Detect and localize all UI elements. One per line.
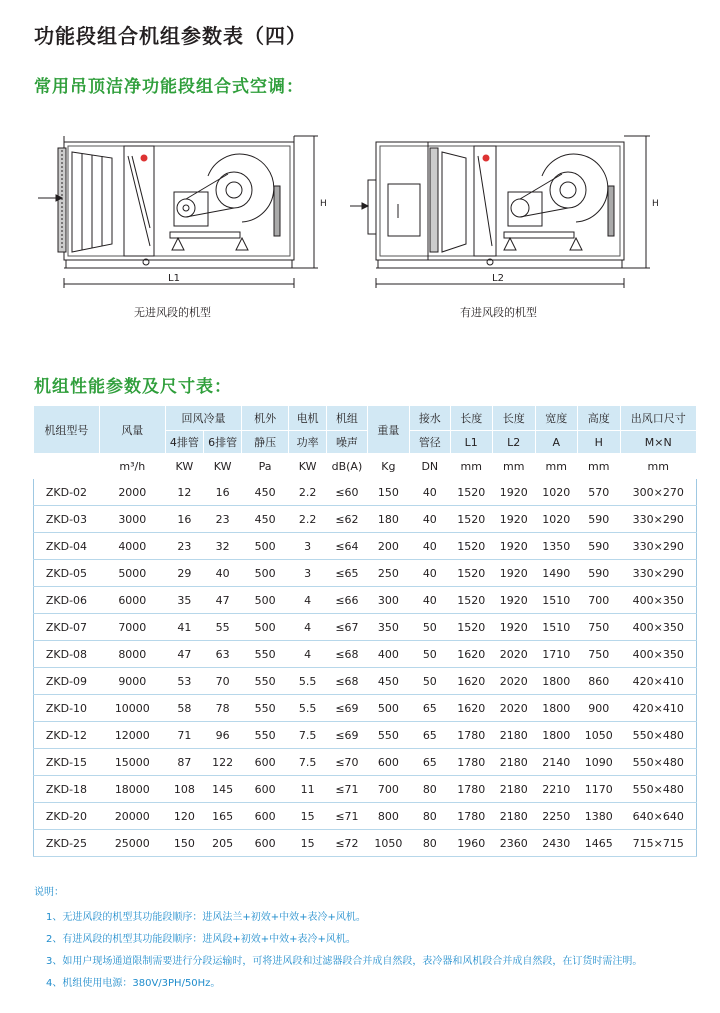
table-cell: 80 xyxy=(410,803,450,830)
table-cell: 1520 xyxy=(450,560,493,587)
header-pipe-1: 接水 xyxy=(410,406,450,431)
table-cell: 41 xyxy=(165,614,203,641)
table-cell: 750 xyxy=(578,614,621,641)
table-cell: 1780 xyxy=(450,722,493,749)
table-cell: 600 xyxy=(242,803,289,830)
header-cooling: 回风冷量 xyxy=(165,406,242,431)
table-cell: 1050 xyxy=(578,722,621,749)
header-width: 宽度 xyxy=(535,406,578,431)
table-cell: 87 xyxy=(165,749,203,776)
table-cell: 5000 xyxy=(99,560,165,587)
unit-cell: Pa xyxy=(242,454,289,479)
table-cell: 1490 xyxy=(535,560,578,587)
table-row xyxy=(34,803,697,830)
header-len1: L1 xyxy=(450,431,493,454)
table-cell: 750 xyxy=(578,641,621,668)
table-cell: 500 xyxy=(367,695,410,722)
table-cell: 2250 xyxy=(535,803,578,830)
table-cell: 330×290 xyxy=(620,560,697,587)
table-cell: 2000 xyxy=(99,479,165,506)
table-cell: 7.5 xyxy=(289,722,327,749)
table-cell: 205 xyxy=(204,830,242,857)
page-title: 功能段组合机组参数表（四） xyxy=(34,24,307,48)
table-cell: 78 xyxy=(204,695,242,722)
unit-cell: mm xyxy=(620,454,697,479)
header-pipe-2: 管径 xyxy=(410,431,450,454)
table-cell: 1920 xyxy=(493,506,536,533)
table-cell: 420×410 xyxy=(620,695,697,722)
table-cell: 165 xyxy=(204,803,242,830)
table-row xyxy=(34,695,697,722)
table-cell: 400×350 xyxy=(620,614,697,641)
header-height: 高度 xyxy=(578,406,621,431)
table-cell: 550×480 xyxy=(620,749,697,776)
table-cell: 6000 xyxy=(99,587,165,614)
model-cell: ZKD-05 xyxy=(34,560,100,587)
table-cell: 300 xyxy=(367,587,410,614)
table-cell: 500 xyxy=(242,533,289,560)
table-cell: 53 xyxy=(165,668,203,695)
table-row xyxy=(34,641,697,668)
table-cell: 32 xyxy=(204,533,242,560)
table-cell: 1710 xyxy=(535,641,578,668)
model-cell: ZKD-09 xyxy=(34,668,100,695)
table-cell: 2140 xyxy=(535,749,578,776)
unit-cell: mm xyxy=(578,454,621,479)
table-cell: 1920 xyxy=(493,614,536,641)
table-cell: ≤64 xyxy=(327,533,367,560)
table-cell: 1510 xyxy=(535,587,578,614)
table-cell: 600 xyxy=(242,749,289,776)
table-cell: 2430 xyxy=(535,830,578,857)
table-cell: 16 xyxy=(165,506,203,533)
header-outlet-sym: M×N xyxy=(620,431,697,454)
left-length-label: L1 xyxy=(168,273,180,284)
model-cell: ZKD-10 xyxy=(34,695,100,722)
table-cell: 16 xyxy=(204,479,242,506)
table-cell: ≤67 xyxy=(327,614,367,641)
table-cell: 3000 xyxy=(99,506,165,533)
header-height-sym: H xyxy=(578,431,621,454)
unit-cell: dB(A) xyxy=(327,454,367,479)
table-cell: 2180 xyxy=(493,803,536,830)
table-cell: 1520 xyxy=(450,506,493,533)
table-cell: 1620 xyxy=(450,695,493,722)
header-weight: 重量 xyxy=(367,406,410,454)
section-title: 机组性能参数及尺寸表： xyxy=(34,377,232,397)
table-cell: 700 xyxy=(367,776,410,803)
table-row xyxy=(34,614,697,641)
table-cell: 15 xyxy=(289,803,327,830)
table-cell: 23 xyxy=(165,533,203,560)
table-cell: 47 xyxy=(204,587,242,614)
right-height-label: H xyxy=(652,199,659,209)
model-cell: ZKD-12 xyxy=(34,722,100,749)
header-len-a: 长度 xyxy=(450,406,493,431)
table-cell: 58 xyxy=(165,695,203,722)
model-cell: ZKD-07 xyxy=(34,614,100,641)
table-cell: 1800 xyxy=(535,722,578,749)
table-cell: 50 xyxy=(410,668,450,695)
table-cell: 700 xyxy=(578,587,621,614)
table-cell: 40 xyxy=(410,533,450,560)
table-cell: 1920 xyxy=(493,533,536,560)
table-cell: 2.2 xyxy=(289,506,327,533)
table-cell: 70 xyxy=(204,668,242,695)
table-cell: 40 xyxy=(410,587,450,614)
table-cell: 8000 xyxy=(99,641,165,668)
table-cell: 10000 xyxy=(99,695,165,722)
table-row xyxy=(34,533,697,560)
table-cell: 450 xyxy=(242,506,289,533)
table-cell: 80 xyxy=(410,776,450,803)
right-diagram-caption: 有进风段的机型 xyxy=(460,306,537,319)
model-cell: ZKD-08 xyxy=(34,641,100,668)
model-cell: ZKD-04 xyxy=(34,533,100,560)
table-cell: 9000 xyxy=(99,668,165,695)
table-cell: 500 xyxy=(242,560,289,587)
table-cell: 1020 xyxy=(535,506,578,533)
header-static-2: 静压 xyxy=(242,431,289,454)
table-cell: 500 xyxy=(242,614,289,641)
table-cell: 63 xyxy=(204,641,242,668)
table-cell: 108 xyxy=(165,776,203,803)
table-cell: 1920 xyxy=(493,587,536,614)
table-cell: 2210 xyxy=(535,776,578,803)
table-cell: ≤65 xyxy=(327,560,367,587)
note-item: 1、无进风段的机型其功能段顺序：进风法兰+初效+中效+表冷+风机。 xyxy=(46,912,366,923)
header-noise-1: 机组 xyxy=(327,406,367,431)
model-cell: ZKD-03 xyxy=(34,506,100,533)
header-noise-2: 噪声 xyxy=(327,431,367,454)
header-len2: L2 xyxy=(493,431,536,454)
header-len-b: 长度 xyxy=(493,406,536,431)
left-diagram-caption: 无进风段的机型 xyxy=(134,306,211,319)
table-cell: 590 xyxy=(578,506,621,533)
unit-cell: KW xyxy=(204,454,242,479)
unit-cell: mm xyxy=(535,454,578,479)
table-cell: 40 xyxy=(410,560,450,587)
unit-cell: KW xyxy=(165,454,203,479)
table-cell: ≤71 xyxy=(327,803,367,830)
model-cell: ZKD-25 xyxy=(34,830,100,857)
table-cell: 2180 xyxy=(493,776,536,803)
table-cell: 1620 xyxy=(450,668,493,695)
table-cell: 640×640 xyxy=(620,803,697,830)
table-cell: 1920 xyxy=(493,560,536,587)
table-cell: 5.5 xyxy=(289,668,327,695)
table-cell: 65 xyxy=(410,749,450,776)
table-cell: 1510 xyxy=(535,614,578,641)
table-cell: 350 xyxy=(367,614,410,641)
table-cell: 71 xyxy=(165,722,203,749)
table-cell: 1020 xyxy=(535,479,578,506)
table-cell: 1960 xyxy=(450,830,493,857)
table-row xyxy=(34,506,697,533)
table-cell: 420×410 xyxy=(620,668,697,695)
table-cell: ≤68 xyxy=(327,641,367,668)
unit-cell: mm xyxy=(493,454,536,479)
table-cell: 2180 xyxy=(493,749,536,776)
table-cell: 330×290 xyxy=(620,533,697,560)
table-cell: 2.2 xyxy=(289,479,327,506)
table-cell: 1780 xyxy=(450,749,493,776)
table-cell: 2360 xyxy=(493,830,536,857)
table-cell: 550×480 xyxy=(620,722,697,749)
table-row xyxy=(34,479,697,506)
table-cell: 1520 xyxy=(450,614,493,641)
header-static-1: 机外 xyxy=(242,406,289,431)
table-cell: 600 xyxy=(242,830,289,857)
table-cell: 40 xyxy=(410,479,450,506)
table-cell: 18000 xyxy=(99,776,165,803)
table-cell: ≤60 xyxy=(327,479,367,506)
table-cell: 1800 xyxy=(535,668,578,695)
table-cell: 550 xyxy=(242,722,289,749)
table-cell: ≤71 xyxy=(327,776,367,803)
table-cell: 5.5 xyxy=(289,695,327,722)
table-cell: 80 xyxy=(410,830,450,857)
table-cell: 715×715 xyxy=(620,830,697,857)
table-cell: 200 xyxy=(367,533,410,560)
table-cell: 1800 xyxy=(535,695,578,722)
table-cell: 50 xyxy=(410,614,450,641)
unit-cell: m³/h xyxy=(99,454,165,479)
table-cell: 800 xyxy=(367,803,410,830)
table-cell: 1780 xyxy=(450,803,493,830)
table-cell: 29 xyxy=(165,560,203,587)
table-cell: ≤70 xyxy=(327,749,367,776)
table-cell: ≤72 xyxy=(327,830,367,857)
table-cell: 3 xyxy=(289,533,327,560)
table-cell: 35 xyxy=(165,587,203,614)
table-cell: 1170 xyxy=(578,776,621,803)
note-item: 2、有进风段的机型其功能段顺序：进风段+初效+中效+表冷+风机。 xyxy=(46,934,356,945)
header-row4: 4排管 xyxy=(165,431,203,454)
table-cell: 3 xyxy=(289,560,327,587)
table-cell: 2020 xyxy=(493,641,536,668)
table-cell: 1920 xyxy=(493,479,536,506)
header-model: 机组型号 xyxy=(34,406,100,454)
table-cell: 550 xyxy=(242,668,289,695)
table-cell: 2180 xyxy=(493,722,536,749)
page-subtitle: 常用吊顶洁净功能段组合式空调： xyxy=(34,77,304,97)
table-row xyxy=(34,776,697,803)
table-cell: 47 xyxy=(165,641,203,668)
table-cell: 150 xyxy=(165,830,203,857)
table-cell: 7000 xyxy=(99,614,165,641)
table-cell: 500 xyxy=(242,587,289,614)
table-cell: 250 xyxy=(367,560,410,587)
table-cell: 40 xyxy=(204,560,242,587)
table-row xyxy=(34,560,697,587)
table-cell: 4000 xyxy=(99,533,165,560)
table-cell: 15 xyxy=(289,830,327,857)
table-cell: 4 xyxy=(289,614,327,641)
table-cell: ≤68 xyxy=(327,668,367,695)
header-airflow: 风量 xyxy=(99,406,165,454)
table-cell: 1465 xyxy=(578,830,621,857)
table-cell: 2020 xyxy=(493,695,536,722)
unit-cell-blank xyxy=(34,454,100,479)
note-item: 4、机组使用电源：380V/3PH/50Hz。 xyxy=(46,978,221,989)
table-cell: 96 xyxy=(204,722,242,749)
table-cell: 600 xyxy=(367,749,410,776)
table-cell: 600 xyxy=(242,776,289,803)
table-cell: 50 xyxy=(410,641,450,668)
table-row xyxy=(34,587,697,614)
table-cell: 55 xyxy=(204,614,242,641)
table-cell: 2020 xyxy=(493,668,536,695)
table-cell: 1380 xyxy=(578,803,621,830)
table-cell: 7.5 xyxy=(289,749,327,776)
table-cell: 40 xyxy=(410,506,450,533)
table-cell: 145 xyxy=(204,776,242,803)
table-cell: 4 xyxy=(289,641,327,668)
right-length-label: L2 xyxy=(492,273,504,284)
table-cell: 900 xyxy=(578,695,621,722)
table-cell: 330×290 xyxy=(620,506,697,533)
notes-heading: 说明： xyxy=(34,887,64,898)
table-cell: 550 xyxy=(367,722,410,749)
table-cell: 11 xyxy=(289,776,327,803)
table-row xyxy=(34,830,697,857)
model-cell: ZKD-06 xyxy=(34,587,100,614)
model-cell: ZKD-15 xyxy=(34,749,100,776)
model-cell: ZKD-18 xyxy=(34,776,100,803)
table-cell: 122 xyxy=(204,749,242,776)
table-cell: 550 xyxy=(242,641,289,668)
table-cell: ≤66 xyxy=(327,587,367,614)
table-cell: 400×350 xyxy=(620,641,697,668)
table-cell: 1350 xyxy=(535,533,578,560)
table-cell: 590 xyxy=(578,533,621,560)
table-cell: 400×350 xyxy=(620,587,697,614)
table-cell: 65 xyxy=(410,695,450,722)
unit-cell: mm xyxy=(450,454,493,479)
table-cell: 12000 xyxy=(99,722,165,749)
model-cell: ZKD-20 xyxy=(34,803,100,830)
table-cell: 1520 xyxy=(450,533,493,560)
table-cell: 1520 xyxy=(450,587,493,614)
table-cell: 120 xyxy=(165,803,203,830)
table-cell: 300×270 xyxy=(620,479,697,506)
table-cell: 150 xyxy=(367,479,410,506)
table-cell: 12 xyxy=(165,479,203,506)
table-cell: 15000 xyxy=(99,749,165,776)
table-cell: 23 xyxy=(204,506,242,533)
model-cell: ZKD-02 xyxy=(34,479,100,506)
notes xyxy=(34,883,642,996)
spec-table xyxy=(33,405,697,857)
table-row xyxy=(34,749,697,776)
table-cell: 20000 xyxy=(99,803,165,830)
diagram-with-intake xyxy=(350,128,680,293)
table-cell: 590 xyxy=(578,560,621,587)
table-cell: 570 xyxy=(578,479,621,506)
table-cell: 1520 xyxy=(450,479,493,506)
table-cell: ≤62 xyxy=(327,506,367,533)
table-cell: 25000 xyxy=(99,830,165,857)
header-motor-1: 电机 xyxy=(289,406,327,431)
header-outlet: 出风口尺寸 xyxy=(620,406,697,431)
diagram-no-intake xyxy=(28,128,348,293)
table-cell: ≤69 xyxy=(327,695,367,722)
table-cell: 860 xyxy=(578,668,621,695)
note-item: 3、如用户现场通道限制需要进行分段运输时，可将进风段和过滤器段合并成自然段，表冷器和风机段合并成自然段，在订货时需注明。 xyxy=(46,956,643,967)
unit-cell: KW xyxy=(289,454,327,479)
left-height-label: H xyxy=(320,199,327,209)
header-width-sym: A xyxy=(535,431,578,454)
header-motor-2: 功率 xyxy=(289,431,327,454)
table-row xyxy=(34,668,697,695)
header-row6: 6排管 xyxy=(204,431,242,454)
table-cell: 400 xyxy=(367,641,410,668)
table-cell: 1780 xyxy=(450,776,493,803)
table-cell: 1050 xyxy=(367,830,410,857)
table-cell: ≤69 xyxy=(327,722,367,749)
table-cell: 450 xyxy=(242,479,289,506)
table-cell: 550 xyxy=(242,695,289,722)
unit-cell: Kg xyxy=(367,454,410,479)
table-cell: 65 xyxy=(410,722,450,749)
table-row xyxy=(34,722,697,749)
table-cell: 1090 xyxy=(578,749,621,776)
table-cell: 4 xyxy=(289,587,327,614)
table-cell: 450 xyxy=(367,668,410,695)
table-cell: 1620 xyxy=(450,641,493,668)
unit-cell: DN xyxy=(410,454,450,479)
table-cell: 180 xyxy=(367,506,410,533)
table-cell: 550×480 xyxy=(620,776,697,803)
